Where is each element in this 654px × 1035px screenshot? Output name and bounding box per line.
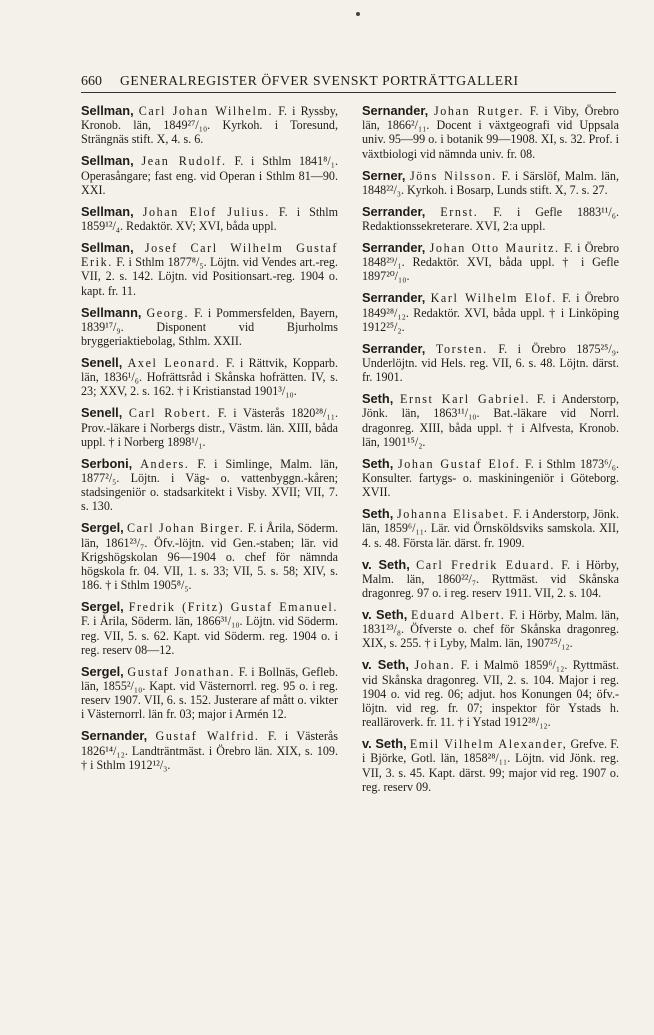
entry-given-names: Carl Robert. [128, 406, 212, 421]
entry-biography: F. i Anderstorp, Jönk. län, 1863¹¹/₁₀. Bat.-läkare vid Norrl. dragonreg. XIII, båda uppl. † i Alfvesta, Kronob. län, 1901¹⁵/₂. [362, 392, 619, 449]
entry-given-names: Eduard Albert. [411, 608, 506, 623]
entry-given-names: Jöns Nilsson. [410, 168, 497, 183]
entry-given-names: Georg. [146, 305, 190, 320]
entry-biography: F. i Simlinge, Malm. län, 1877²/₅. Löjtn. i Väg- o. vattenbyggn.-kåren; stadsingeniör o. stadsarkitekt i Visby. XVII; VII, 7. s. 130. [81, 456, 338, 514]
print-mark [356, 12, 360, 16]
entry-surname: Seth, [362, 455, 394, 471]
register-entry [81, 104, 338, 147]
entry-given-names: Gustaf Jonathan. [127, 664, 236, 679]
register-entry [362, 291, 619, 334]
entry-biography: F. i Hörby, Malm. län, 1860²²/₇. Ryttmäst. vid Skånska dragonreg. 97 o. i reg. reserv 1911. VII, 2. s. 104. [362, 557, 620, 601]
entry-surname: Seth, [362, 506, 394, 522]
entry-biography: F. i Anderstorp, Jönk. län, 1859⁶/₁₁. Lär. vid Örnsköldsviks samskola. XII, 4. s. 48. Första lär. därst. fr. 1909. [362, 507, 619, 550]
header-rule [81, 92, 616, 93]
entry-given-names: Carl Fredrik Eduard. [416, 557, 555, 572]
entry-biography: F. i Viby, Örebro län, 1866²/₁₁. Docent i växtgeografi vid Uppsala univ. 95—99 o. i botanik 99—1908. XI, s. 32. Prof. i växtbiologi vid nämnda univ. fr. 08. [362, 104, 619, 161]
entry-biography: F. i Malmö 1859⁶/₁₂. Ryttmäst. vid Skånska dragonreg. VII, 2. s. 104. Major i reg. 1904 o. vid reg. 06; adjut. hos Konungen 04; öfv.-löjtn. vid reg. fr. 07; inspektor för Ystads h. realläroverk. fr. 11. † i Ystad 1912²⁸/₁₂. [362, 658, 619, 730]
entry-given-names: Carl Johan Wilhelm. [138, 104, 274, 118]
entry-given-names: Josef Carl Wilhelm Gustaf Erik. [81, 241, 338, 270]
register-entry [362, 507, 619, 550]
entry-surname: Sellman, [81, 153, 134, 169]
entry-surname: Sellman, [81, 240, 134, 256]
entry-given-names: Karl Wilhelm Elof. [430, 291, 557, 306]
entry-given-names: Fredrik (Fritz) Gustaf Emanuel. [128, 600, 338, 615]
register-entry [81, 205, 338, 233]
entry-surname: Serboni, [81, 455, 133, 471]
entry-given-names: Johan Rutger. [433, 104, 524, 118]
entry-given-names: Johan Otto Mauritz. [429, 241, 560, 256]
entry-biography: F. i Örebro 1849²⁸/₁₂. Redaktör. XVI, båda uppl. † i Linköping 1912²⁵/₂. [362, 291, 620, 334]
entry-biography: F. i Ryssby, Kronob. län, 1849²⁷/₁₀. Kyrkoh. i Toresund, Strängnäs stift. X, 4. s. 6. [81, 104, 338, 147]
entry-surname: Serrander, [362, 203, 426, 219]
entry-surname: Sellman, [81, 203, 134, 219]
entry-surname: v. Seth, [362, 657, 409, 673]
page-title: GENERALREGISTER ÖFVER SVENSKT PORTRÄTTGALLERI [120, 73, 519, 88]
entry-surname: Sellmann, [81, 304, 142, 320]
entry-surname: v. Seth, [362, 607, 408, 623]
entry-surname: Sernander, [362, 103, 429, 118]
entry-surname: Seth, [362, 391, 394, 407]
entry-surname: v. Seth, [362, 736, 407, 752]
register-entry [81, 154, 338, 197]
entry-biography: F. i Sthlm 1873⁶/₆. Konsulter. fartygs- o. maskiningeniör i Göteborg. XVII. [362, 456, 619, 500]
register-entry [362, 342, 619, 385]
entry-biography: F. i Årila, Söderm. län, 1866³¹/₁₀. Löjtn. vid Söderm. reg. VII, 5. s. 62. Kapt. vid Söderm. reg. 1904 o. i reg. reserv 08—12. [81, 614, 338, 657]
entry-given-names: Ernst. [440, 204, 479, 219]
entry-biography: F. i Bollnäs, Gefleb. län, 1855²/₁₀. Kapt. vid Västernorrl. reg. 95 o. i reg. reserv 1907. VII, 6. s. 152. Justerare af mått o. vikter i Västernorrl. län fr. 03; major i Armén 12. [81, 664, 338, 722]
entry-biography: F. i Särslöf, Malm. län, 1848²²/₃. Kyrkoh. i Bosarp, Lunds stift. X, 7. s. 27. [362, 168, 619, 197]
entry-surname: Serrander, [362, 340, 426, 356]
register-entry [362, 392, 619, 449]
entry-biography: F. i Gefle 1883¹¹/₆. Redaktionssekreterare. XVI, 2:a uppl. [362, 204, 620, 234]
register-entry [81, 241, 338, 298]
register-entry [362, 169, 619, 197]
register-entry [81, 600, 338, 657]
entry-given-names: Gustaf Walfrid. [155, 729, 260, 744]
entry-given-names: Johan. [414, 658, 456, 673]
entry-given-names: Axel Leonard. [127, 356, 221, 371]
entry-surname: Senell, [81, 405, 123, 421]
entry-biography: F. i Sthlm 1859¹²/₄. Redaktör. XV; XVI, båda uppl. [81, 204, 338, 234]
register-entry [81, 457, 338, 514]
entry-surname: v. Seth, [362, 556, 410, 572]
entry-surname: Sergel, [81, 520, 124, 536]
entry-surname: Serrander, [362, 240, 426, 256]
entry-surname: Senell, [81, 355, 123, 371]
entry-biography: Grefve. F. i Björke, Gotl. län, 1858²⁸/₁₁. Löjtn. vid Jönk. reg. VII, 3. s. 45. Kapt. därst. 99; major vid reg. 1907 o. reg. reserv 09. [362, 737, 619, 794]
entry-surname: Serner, [362, 167, 406, 183]
entry-biography: F. i Västerås 1826¹⁴/₁₂. Landträntmäst. i Örebro län. XIX, s. 109. † i Sthlm 1912¹²/₃. [81, 729, 338, 772]
right-column [362, 104, 619, 802]
register-entry [362, 658, 619, 729]
entry-surname: Sergel, [81, 663, 124, 679]
running-header [81, 73, 621, 90]
register-entry [362, 608, 619, 651]
register-entry [362, 205, 619, 233]
entry-given-names: Johanna Elisabet. [396, 507, 510, 522]
entry-biography: F. i Hörby, Malm. län, 1831²³/₈. Öfverste o. chef för Skånska dragonreg. XIX, s. 255. † i Lyby, Malm. län, 1907²⁵/₁₂. [362, 608, 619, 651]
entry-biography: F. i Sthlm 1841⁸/₁. Operasångare; fast eng. vid Operan i Sthlm 81—90. XXI. [81, 154, 338, 197]
register-entry [81, 356, 338, 399]
register-entry [362, 737, 619, 794]
entry-given-names: Emil Vilhelm Alexander, [409, 737, 568, 752]
entry-biography: F. i Örebro 1848²⁹/₁. Redaktör. XVI, båda uppl. † i Gefle 1897²⁰/₁₀. [362, 241, 619, 284]
entry-given-names: Ernst Karl Gabriel. [399, 392, 531, 407]
register-entry [362, 457, 619, 500]
register-entry [362, 104, 619, 161]
entry-given-names: Jean Rudolf. [141, 154, 227, 169]
entry-surname: Serrander, [362, 290, 426, 306]
entry-biography: F. i Rättvik, Kopparb. län, 1836¹/₆. Hofrättsråd i Skånska hofrätten. IV, s. 23; XXV, 2. s. 162. † i Kristianstad 1901³/₁₀. [81, 356, 338, 399]
entry-surname: Sernander, [81, 728, 148, 744]
register-entry [81, 521, 338, 592]
left-column [81, 104, 338, 780]
entry-biography: F. i Västerås 1820²⁸/₁₁. Prov.-läkare i Norbergs distr., Västm. län. XIII, båda uppl. † i Norberg 1898¹/₁. [81, 406, 338, 449]
entry-given-names: Johan Elof Julius. [142, 204, 270, 219]
entry-given-names: Carl Johan Birger. [126, 521, 245, 536]
entry-given-names: Anders. [140, 456, 190, 471]
register-entry [362, 558, 619, 601]
entry-biography: F. i Sthlm 1877⁸/₅. Löjtn. vid Vendes art.-reg. VII, 2. s. 142. Löjtn. vid Positionsart.-reg. 1904 o. kapt. fr. 11. [81, 255, 338, 298]
entry-biography: F. i Pommersfelden, Bayern, 1839¹⁷/₉. Disponent vid Bjurholms bryggeriaktiebolag, Sthlm. XXII. [81, 305, 338, 349]
register-entry [81, 729, 338, 772]
entry-given-names: Torsten. [435, 341, 488, 356]
register-entry [81, 665, 338, 722]
register-entry [81, 406, 338, 449]
register-entry [81, 306, 338, 349]
page-number: 660 [81, 74, 102, 89]
entry-biography: F. i Årila, Söderm. län, 1861²³/₇. Öfv.-löjtn. vid Gen.-staben; lär. vid Krigshögskolan 96—1904 o. chef för nämnda högskola fr. 04. VII, 1. s. 33; VII, 5. s. 58; XIV, s. 186. † i Sthlm 1905⁸/₅. [81, 521, 339, 593]
entry-given-names: Johan Gustaf Elof. [397, 456, 521, 471]
register-entry [362, 241, 619, 284]
entry-surname: Sellman, [81, 103, 134, 118]
entry-surname: Sergel, [81, 599, 124, 615]
entry-biography: F. i Örebro 1875²⁵/₉. Underlöjtn. vid Hels. reg. VII, 6. s. 48. Löjtn. därst. fr. 1901. [362, 341, 619, 385]
